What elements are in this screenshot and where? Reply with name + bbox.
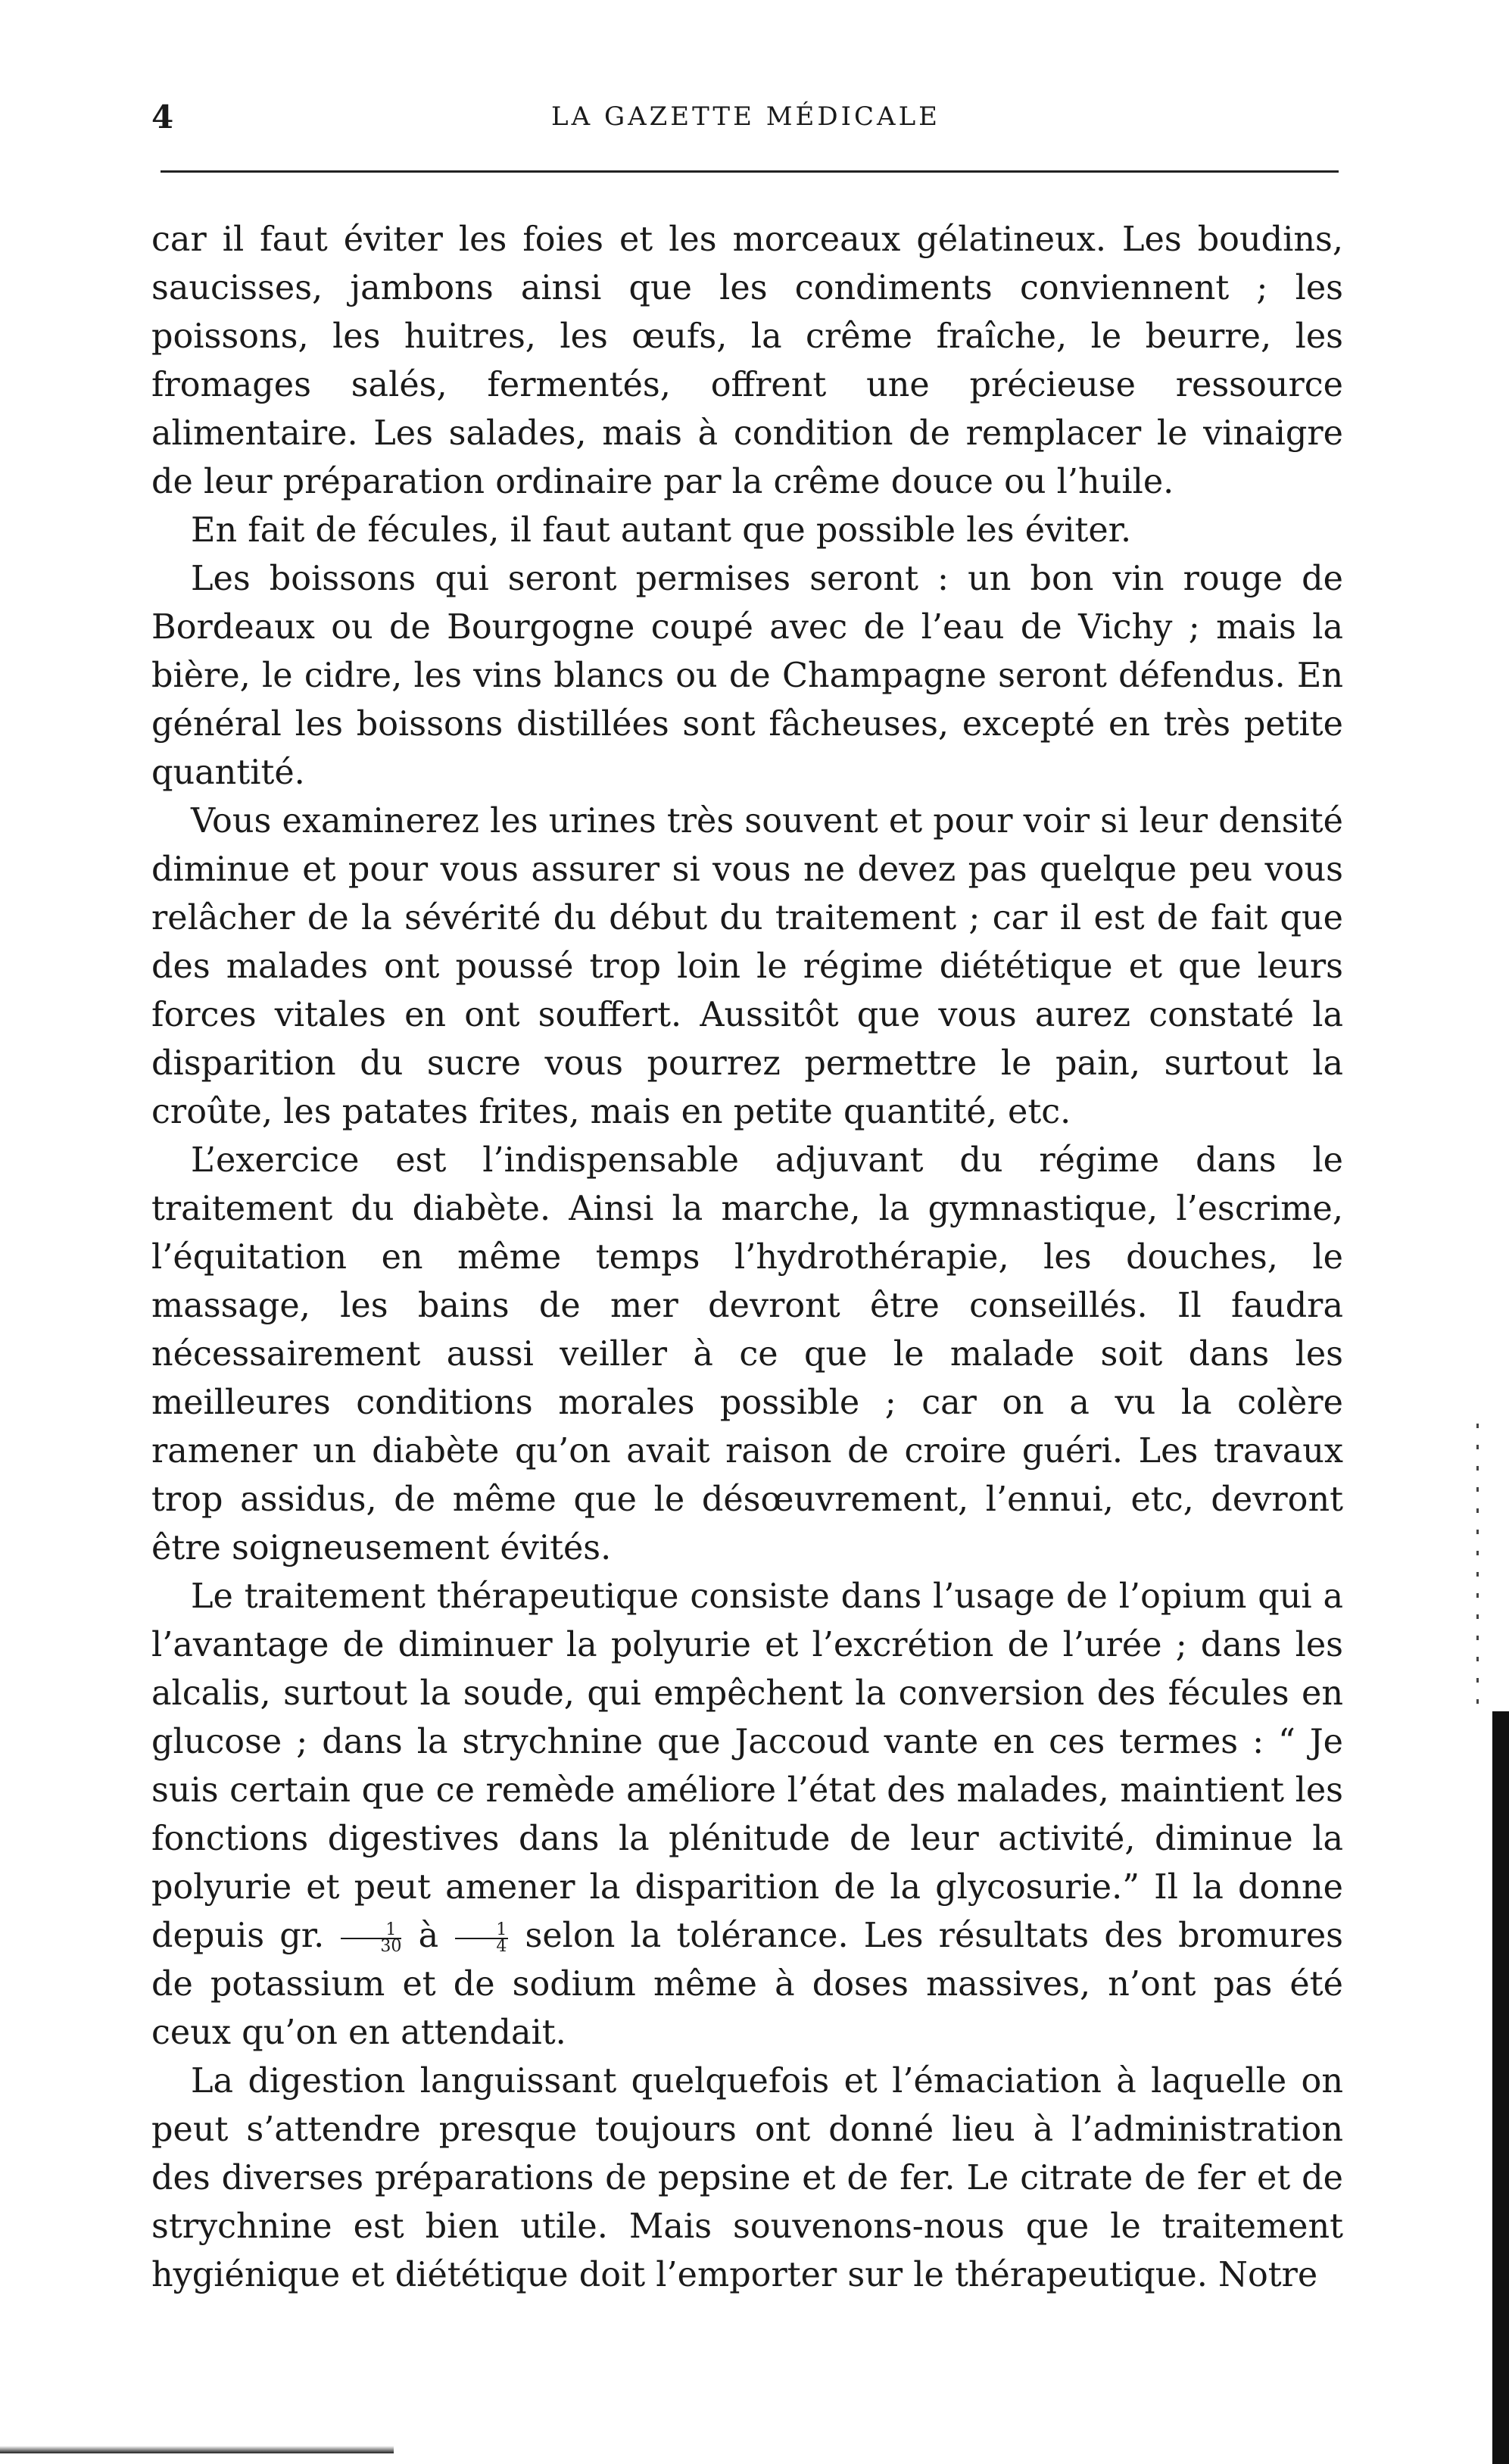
paragraph-1: car il faut éviter les foies et les morceaux gélatineux. Les boudins, saucisses, jambons ainsi que les condiments conviennent ; les poissons, les huitres, les œufs, la crême fraîche, le beurre, les fromages salés, fermentés, offrent une précieuse ressource alimentaire. Les salades, mais à condition de remplacer le vinaigre de leur préparation ordinaire par la crême douce ou l’huile. xyxy=(151,220,1343,501)
fraction-one-quarter xyxy=(455,1920,508,1956)
page-header xyxy=(151,98,1340,144)
paragraph-3: Les boissons qui seront permises seront : un bon vin rouge de Bordeaux ou de Bourgogne coupé avec de l’eau de Vichy ; mais la bière, le cidre, les vins blancs ou de Champagne seront défendus. En général les boissons distillées sont fâcheuses, excepté en très petite quantité. xyxy=(151,560,1343,792)
paragraph-2: En fait de fécules, il faut autant que possible les éviter. xyxy=(191,511,1132,550)
article-body xyxy=(151,216,1343,2300)
fraction-2-numerator: 1 xyxy=(455,1923,508,1939)
paragraph-7: La digestion languissant quelquefois et l’émaciation à laquelle on peut s’attendre presque toujours ont donné lieu à l’administration des diverses préparations de pepsine et de fer. Le citrate de fer et de strychnine est bien utile. Mais souvenons-nous que le traitement hygiénique et diététique doit l’emporter sur le thérapeutique. Notre xyxy=(151,2062,1343,2294)
paragraph-4: Vous examinerez les urines très souvent et pour voir si leur densité diminue et pour vous assurer si vous ne devez pas quelque peu vous relâcher de la sévérité du début du traitement ; car il est de fait que des malades ont poussé trop loin le régime diététique et que leurs forces vitales en ont souffert. Aussitôt que vous aurez constaté la disparition du sucre vous pourrez permettre le pain, surtout la croûte, les patates frites, mais en petite quantité, etc. xyxy=(151,802,1343,1131)
page-number: 4 xyxy=(151,98,174,136)
fraction-1-numerator: 1 xyxy=(341,1923,401,1939)
paragraph-6 xyxy=(151,1573,1343,2057)
scan-edge-dots xyxy=(1476,1424,1479,1711)
scan-bottom-shadow xyxy=(0,2446,394,2453)
paragraph-5: L’exercice est l’indispensable adjuvant du régime dans le traitement du diabète. Ainsi la marche, la gymnastique, l’escrime, l’équitation en même temps l’hydrothérapie, les douches, le massage, les bains de mer devront être conseillés. Il faudra nécessairement aussi veiller à ce que le malade soit dans les meilleures conditions morales possible ; car on a vu la colère ramener un diabète qu’on avait raison de croire guéri. Les travaux trop assidus, de même que le désœuvrement, l’ennui, etc, devront être soigneusement évités. xyxy=(151,1141,1343,1567)
fraction-1-denominator: 30 xyxy=(380,1936,402,1956)
paragraph-6-part-2: à xyxy=(418,1917,439,1955)
running-title: LA GAZETTE MÉDICALE xyxy=(551,101,940,132)
fraction-2-denominator: 4 xyxy=(496,1936,507,1956)
fraction-one-thirtieth xyxy=(341,1920,402,1956)
scan-edge-shadow xyxy=(1492,1711,1509,2464)
header-rule xyxy=(161,170,1339,173)
paragraph-6-part-3: selon la tolérance. Les résultats des bromures de potassium et de sodium même à doses massives, n’ont pas été ceux qu’on en attendait. xyxy=(151,1917,1343,2052)
paragraph-6-part-1: Le traitement thérapeutique consiste dans l’usage de l’opium qui a l’avantage de diminuer la polyurie et l’excrétion de l’urée ; dans les alcalis, surtout la soude, qui empêchent la conversion des fécules en glucose ; dans la strychnine que Jaccoud vante en ces termes : “ Je suis certain que ce remède améliore l’état des malades, maintient les fonctions digestives dans la plénitude de leur activité, diminue la polyurie et peut amener la disparition de la glycosurie.” Il la donne depuis gr. xyxy=(151,1577,1343,1955)
